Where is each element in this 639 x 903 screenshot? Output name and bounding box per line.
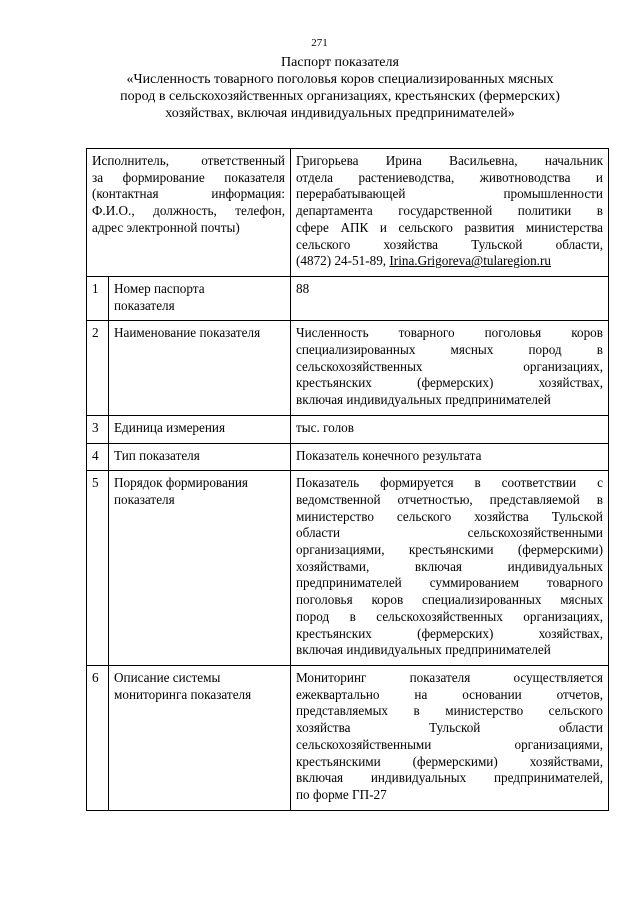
row-value-line: хозяйства Тульской области [296, 720, 603, 736]
row-name-line: Тип показателя [114, 447, 200, 463]
document-heading [72, 54, 608, 122]
executor-label-cell [87, 149, 291, 277]
table-row [87, 321, 609, 416]
executor-value-line: Григорьева Ирина Васильевна, начальник [296, 153, 603, 168]
executor-email-link[interactable]: Irina.Grigoreva@tularegion.ru [389, 253, 551, 269]
row-value-line: хозяйствами, включая индивидуальных [296, 558, 603, 574]
row-value-line: области сельскохозяйственными [296, 525, 603, 541]
row-name-cell [109, 415, 291, 443]
executor-value-cell [291, 149, 609, 277]
passport-table-body [87, 149, 609, 811]
row-value-line: сельскохозяйственными организациями, [296, 736, 603, 752]
table-row [87, 443, 609, 471]
row-number: 1 [87, 276, 109, 320]
row-value-line: Мониторинг показателя осуществляется [296, 669, 603, 685]
row-value-line: ведомственной отчетностью, представляемой в [296, 491, 603, 507]
row-value-line: тыс. голов [296, 419, 354, 435]
executor-contact-line [296, 253, 603, 270]
row-value-line: крестьянских (фермерских) хозяйствах, [296, 375, 603, 391]
row-value-line: крестьянских (фермерских) хозяйствах, [296, 625, 603, 641]
row-value-cell [291, 443, 609, 471]
table-row [87, 665, 609, 810]
row-name-line: Описание системы [114, 669, 221, 685]
row-value-line: пород в сельскохозяйственных организациях, [296, 608, 603, 624]
row-value-line: включая индивидуальных предпринимателей [296, 642, 551, 658]
row-value-cell [291, 665, 609, 810]
row-name-cell [109, 443, 291, 471]
executor-label-line: адрес электронной почты) [92, 219, 240, 235]
table-row [87, 276, 609, 320]
row-value-line: включая индивидуальных предпринимателей, [296, 770, 603, 786]
row-name-line: Единица измерения [114, 419, 226, 435]
executor-value-line: отдела растениеводства, животноводства и [296, 169, 603, 185]
row-name-line: мониторинга показателя [114, 686, 252, 702]
row-number: 5 [87, 471, 109, 666]
executor-value-line: сельского хозяйства Тульской области, [296, 236, 603, 252]
row-name-line: Наименование показателя [114, 325, 261, 341]
row-name-line: показателя [114, 297, 175, 313]
heading-indicator-line-2: пород в сельскохозяйственных организациях, крестьянских (фермерских) [120, 89, 560, 104]
executor-value-line: перерабатывающей промышленности [296, 186, 603, 202]
row-number: 3 [87, 415, 109, 443]
row-name-cell [109, 276, 291, 320]
executor-value-line: сфере АПК и сельского развития министерства [296, 219, 603, 235]
passport-table [86, 148, 609, 811]
row-value-line: специализированных мясных пород в [296, 342, 603, 358]
executor-row [87, 149, 609, 277]
executor-label-line: Ф.И.О., должность, телефон, [92, 203, 285, 219]
row-value-cell [291, 321, 609, 416]
row-name-line: Порядок формирования [114, 475, 248, 491]
heading-title: Паспорт показателя [281, 55, 399, 70]
row-value-line: Показатель формируется в соответствии с [296, 475, 603, 491]
row-value-line: сельскохозяйственных организациях, [296, 358, 603, 374]
executor-label-line: (контактная информация: [92, 186, 285, 202]
table-row [87, 415, 609, 443]
row-value-line: министерство сельского хозяйства Тульской [296, 508, 603, 524]
row-value-cell [291, 471, 609, 666]
row-number: 4 [87, 443, 109, 471]
row-value-cell [291, 415, 609, 443]
row-name-line: показателя [114, 491, 175, 507]
heading-indicator-line-3: хозяйствах, включая индивидуальных предпринимателей» [165, 106, 515, 121]
row-name-cell [109, 665, 291, 810]
row-value-line: представляемых в министерство сельского [296, 703, 603, 719]
row-value-cell [291, 276, 609, 320]
row-name-cell [109, 321, 291, 416]
row-value-line: крестьянскими (фермерскими) хозяйствами, [296, 753, 603, 769]
row-value-line: предпринимателей суммированием товарного [296, 575, 603, 591]
row-number: 2 [87, 321, 109, 416]
executor-phone: (4872) 24-51-89, [296, 253, 390, 269]
executor-label-line: за формирование показателя [92, 169, 285, 185]
row-value-line: включая индивидуальных предпринимателей [296, 392, 551, 408]
row-value-line: по форме ГП-27 [296, 786, 387, 802]
row-name-cell [109, 471, 291, 666]
row-value-line: Показатель конечного результата [296, 447, 482, 463]
row-value-line: ежеквартально на основании отчетов, [296, 686, 603, 702]
row-name-line: Номер паспорта [114, 280, 205, 296]
table-row [87, 471, 609, 666]
row-value-line: Численность товарного поголовья коров [296, 325, 603, 341]
row-value-line: 88 [296, 280, 310, 296]
executor-label-line: Исполнитель, ответственный [92, 153, 285, 168]
page-number: 271 [311, 37, 328, 49]
row-value-line: поголовья коров специализированных мясных [296, 592, 603, 608]
executor-value-line: департамента государственной политики в [296, 203, 603, 219]
row-value-line: организациями, крестьянскими (фермерскими) [296, 542, 603, 558]
heading-indicator-line-1: «Численность товарного поголовья коров специализированных мясных [126, 72, 554, 87]
row-number: 6 [87, 665, 109, 810]
